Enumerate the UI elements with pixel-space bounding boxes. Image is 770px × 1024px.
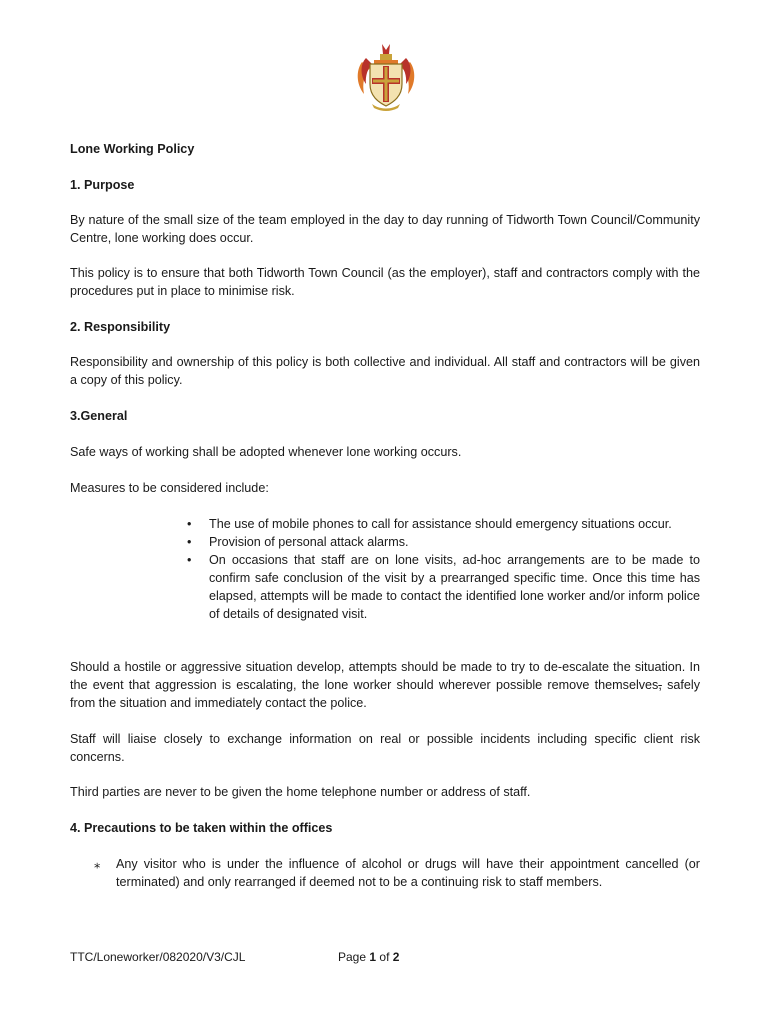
section-heading-purpose: 1. Purpose <box>70 178 135 192</box>
footer-reference: TTC/Loneworker/082020/V3/CJL <box>70 950 246 964</box>
section-heading-precautions: 4. Precautions to be taken within the offices <box>70 821 333 835</box>
list-item: ⁎ Any visitor who is under the influence of alcohol or drugs will have their appointment cancelled (or terminated) and only rearranged if deemed not to be a continuing risk to staff members. <box>94 857 700 889</box>
precautions-list <box>94 855 700 891</box>
paragraph: Should a hostile or aggressive situation develop, attempts should be made to try to de-escalate the situation. In the event that aggression is escalating, the lone worker should wherever possible remove themselves, safely from the situation and immediately contact the police. <box>70 660 701 710</box>
paragraph: Measures to be considered include: <box>70 481 269 495</box>
section-heading-responsibility: 2. Responsibility <box>70 320 171 334</box>
measures-list <box>187 515 700 623</box>
paragraph: By nature of the small size of the team employed in the day to day running of Tidworth Town Council/Community Centre, lone working does occur. <box>70 213 700 245</box>
bullet-icon: ⁎ <box>94 857 101 871</box>
bullet-icon: • <box>187 517 192 531</box>
footer-page-number: Page 1 of 2 <box>338 950 400 964</box>
paragraph: Responsibility and ownership of this policy is both collective and individual. All staff and contractors will be given a copy of this policy. <box>70 355 700 387</box>
section-heading-general: 3.General <box>70 409 128 423</box>
paragraph: Third parties are never to be given the home telephone number or address of staff. <box>70 785 531 799</box>
council-crest-logo <box>352 40 420 112</box>
list-item: • On occasions that staff are on lone visits, ad-hoc arrangements are to be made to confirm safe conclusion of the visit by a prearranged specific time. Once this time has elapsed, attempts will be made to contact the identified lone worker and/or inform police of details of designated visit. <box>187 553 700 621</box>
list-item: • The use of mobile phones to call for assistance should emergency situations occur. <box>187 517 672 531</box>
paragraph: Safe ways of working shall be adopted whenever lone working occurs. <box>70 445 462 459</box>
paragraph: This policy is to ensure that both Tidworth Town Council (as the employer), staff and contractors comply with the procedures put in place to minimise risk. <box>70 266 700 298</box>
document-title: Lone Working Policy <box>70 142 195 156</box>
bullet-icon: • <box>187 535 192 549</box>
paragraph: Staff will liaise closely to exchange information on real or possible incidents including specific client risk concerns. <box>70 732 700 764</box>
bullet-icon: • <box>187 553 192 567</box>
list-item: • Provision of personal attack alarms. <box>187 535 409 549</box>
